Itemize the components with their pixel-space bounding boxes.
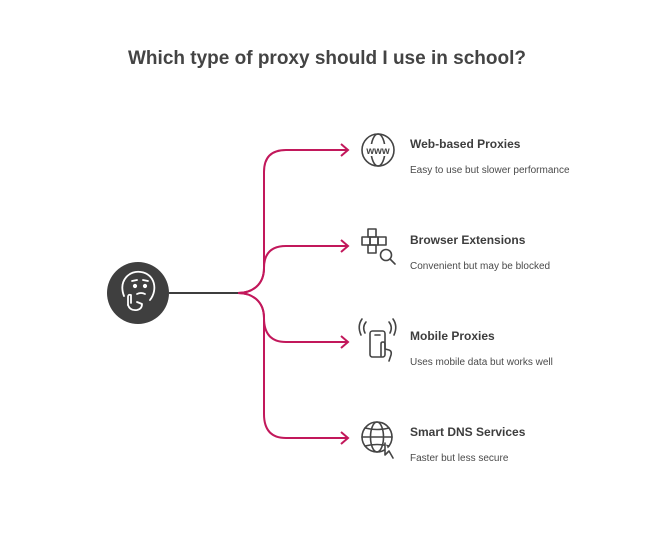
connectors [169,144,348,444]
branch-2 [238,246,348,293]
item-description: Faster but less secure [410,453,509,464]
puzzle-search-icon [362,229,395,264]
www-globe-icon [362,134,394,166]
center-node [107,262,169,324]
branch-1 [238,150,348,293]
item-smart-dns-services [410,425,525,464]
item-web-based-proxies [410,137,570,176]
item-description: Easy to use but slower performance [410,165,570,176]
globe-arrow-icon [362,422,393,458]
branch-4 [238,293,348,438]
www-text: www [366,146,390,157]
item-title: Smart DNS Services [410,425,526,439]
item-title: Browser Extensions [410,233,526,247]
item-description: Uses mobile data but works well [410,357,553,368]
page-title: Which type of proxy should I use in school? [128,48,526,69]
item-title: Web-based Proxies [410,137,521,151]
item-browser-extensions [410,233,550,272]
item-title: Mobile Proxies [410,329,495,343]
branch-3 [238,293,348,342]
mobile-signal-icon [359,319,396,361]
item-mobile-proxies [410,329,553,368]
item-description: Convenient but may be blocked [410,261,551,272]
